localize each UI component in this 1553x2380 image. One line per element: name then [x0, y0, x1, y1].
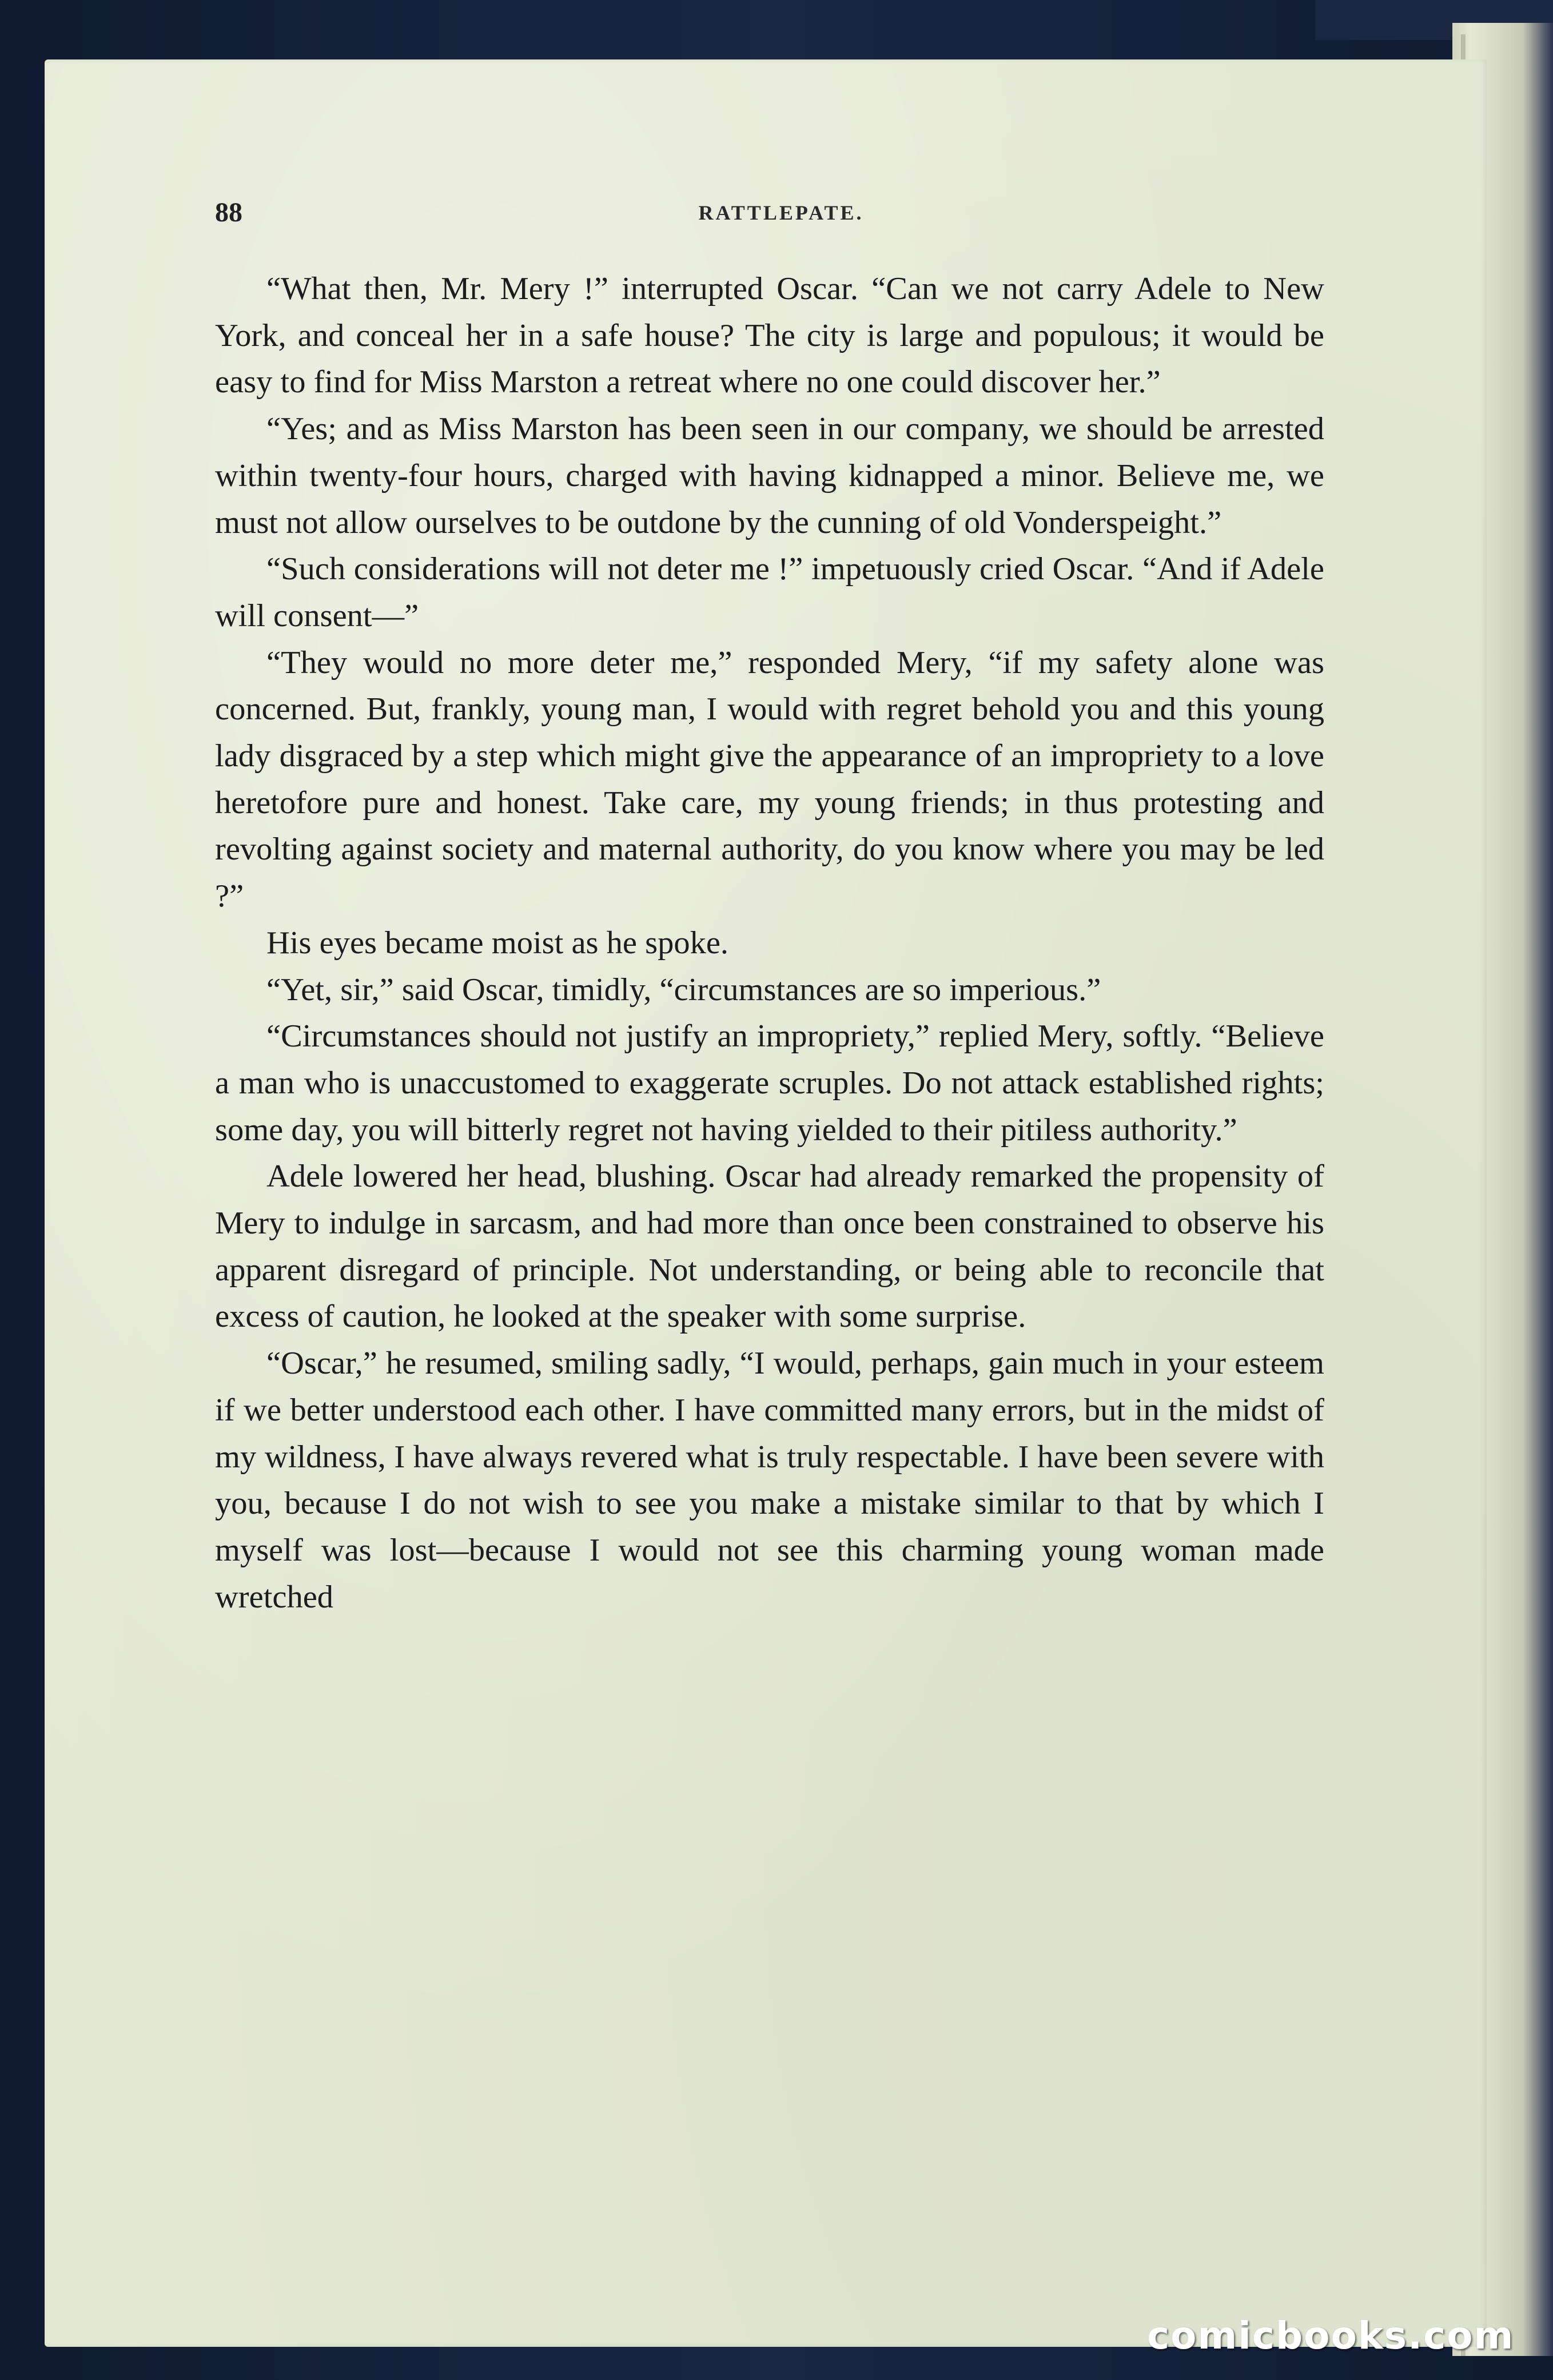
- paragraph: Adele lowered her head, blushing. Oscar had already remarked the propensity of Mery to indulge in sarcasm, and had more than once been constrained to observe his apparent disregard of principle. Not understanding, or being able to reconcile that excess of caution, he looked at the speaker with some surprise.: [215, 1159, 1324, 1335]
- paragraph: “Circumstances should not justify an impropriety,” replied Mery, softly. “Believe a man who is unaccustomed to exaggerate scruples. Do not attack established rights; some day, you will bitterly regret not having yielded to their pitiless authority.”: [215, 1018, 1324, 1148]
- body-text: [215, 266, 1324, 1621]
- page-number: 88: [215, 197, 242, 228]
- paragraph: “Such considerations will not deter me !” impetuously cried Oscar. “And if Adele will consent—”: [215, 551, 1324, 634]
- running-head: RATTLEPATE.: [698, 201, 864, 224]
- paragraph: “They would no more deter me,” responded Mery, “if my safety alone was concerned. But, frankly, young man, I would with regret behold you and this young lady disgraced by a step which might give the appearance of an impropriety to a love heretofore pure and honest. Take care, my young friends; in thus protesting and revolting against society and maternal authority, do you know where you may be led ?”: [215, 644, 1324, 914]
- paragraph: “What then, Mr. Mery !” interrupted Oscar. “Can we not carry Adele to New York, and conceal her in a safe house? The city is large and populous; it would be easy to find for Miss Marston a retreat where no one could discover her.”: [215, 271, 1324, 400]
- paragraph: “Oscar,” he resumed, smiling sadly, “I would, perhaps, gain much in your esteem if we better understood each other. I have committed many errors, but in the midst of my wildness, I have always revered what is truly respectable. I have been severe with you, because I do not wish to see you make a mistake similar to that by which I myself was lost—because I would not see this charming young woman made wretched: [215, 1346, 1324, 1615]
- site-watermark: comicbooks.com: [1147, 2314, 1515, 2358]
- paragraph: His eyes became moist as he spoke.: [266, 925, 729, 961]
- page-header: [215, 190, 1347, 236]
- paragraph: “Yes; and as Miss Marston has been seen in our company, we should be arrested within twenty-four hours, charged with having kidnapped a minor. Believe me, we must not allow ourselves to be outdone by the cunning of old Vonderspeight.”: [215, 411, 1324, 540]
- paragraph: “Yet, sir,” said Oscar, timidly, “circumstances are so imperious.”: [266, 972, 1101, 1008]
